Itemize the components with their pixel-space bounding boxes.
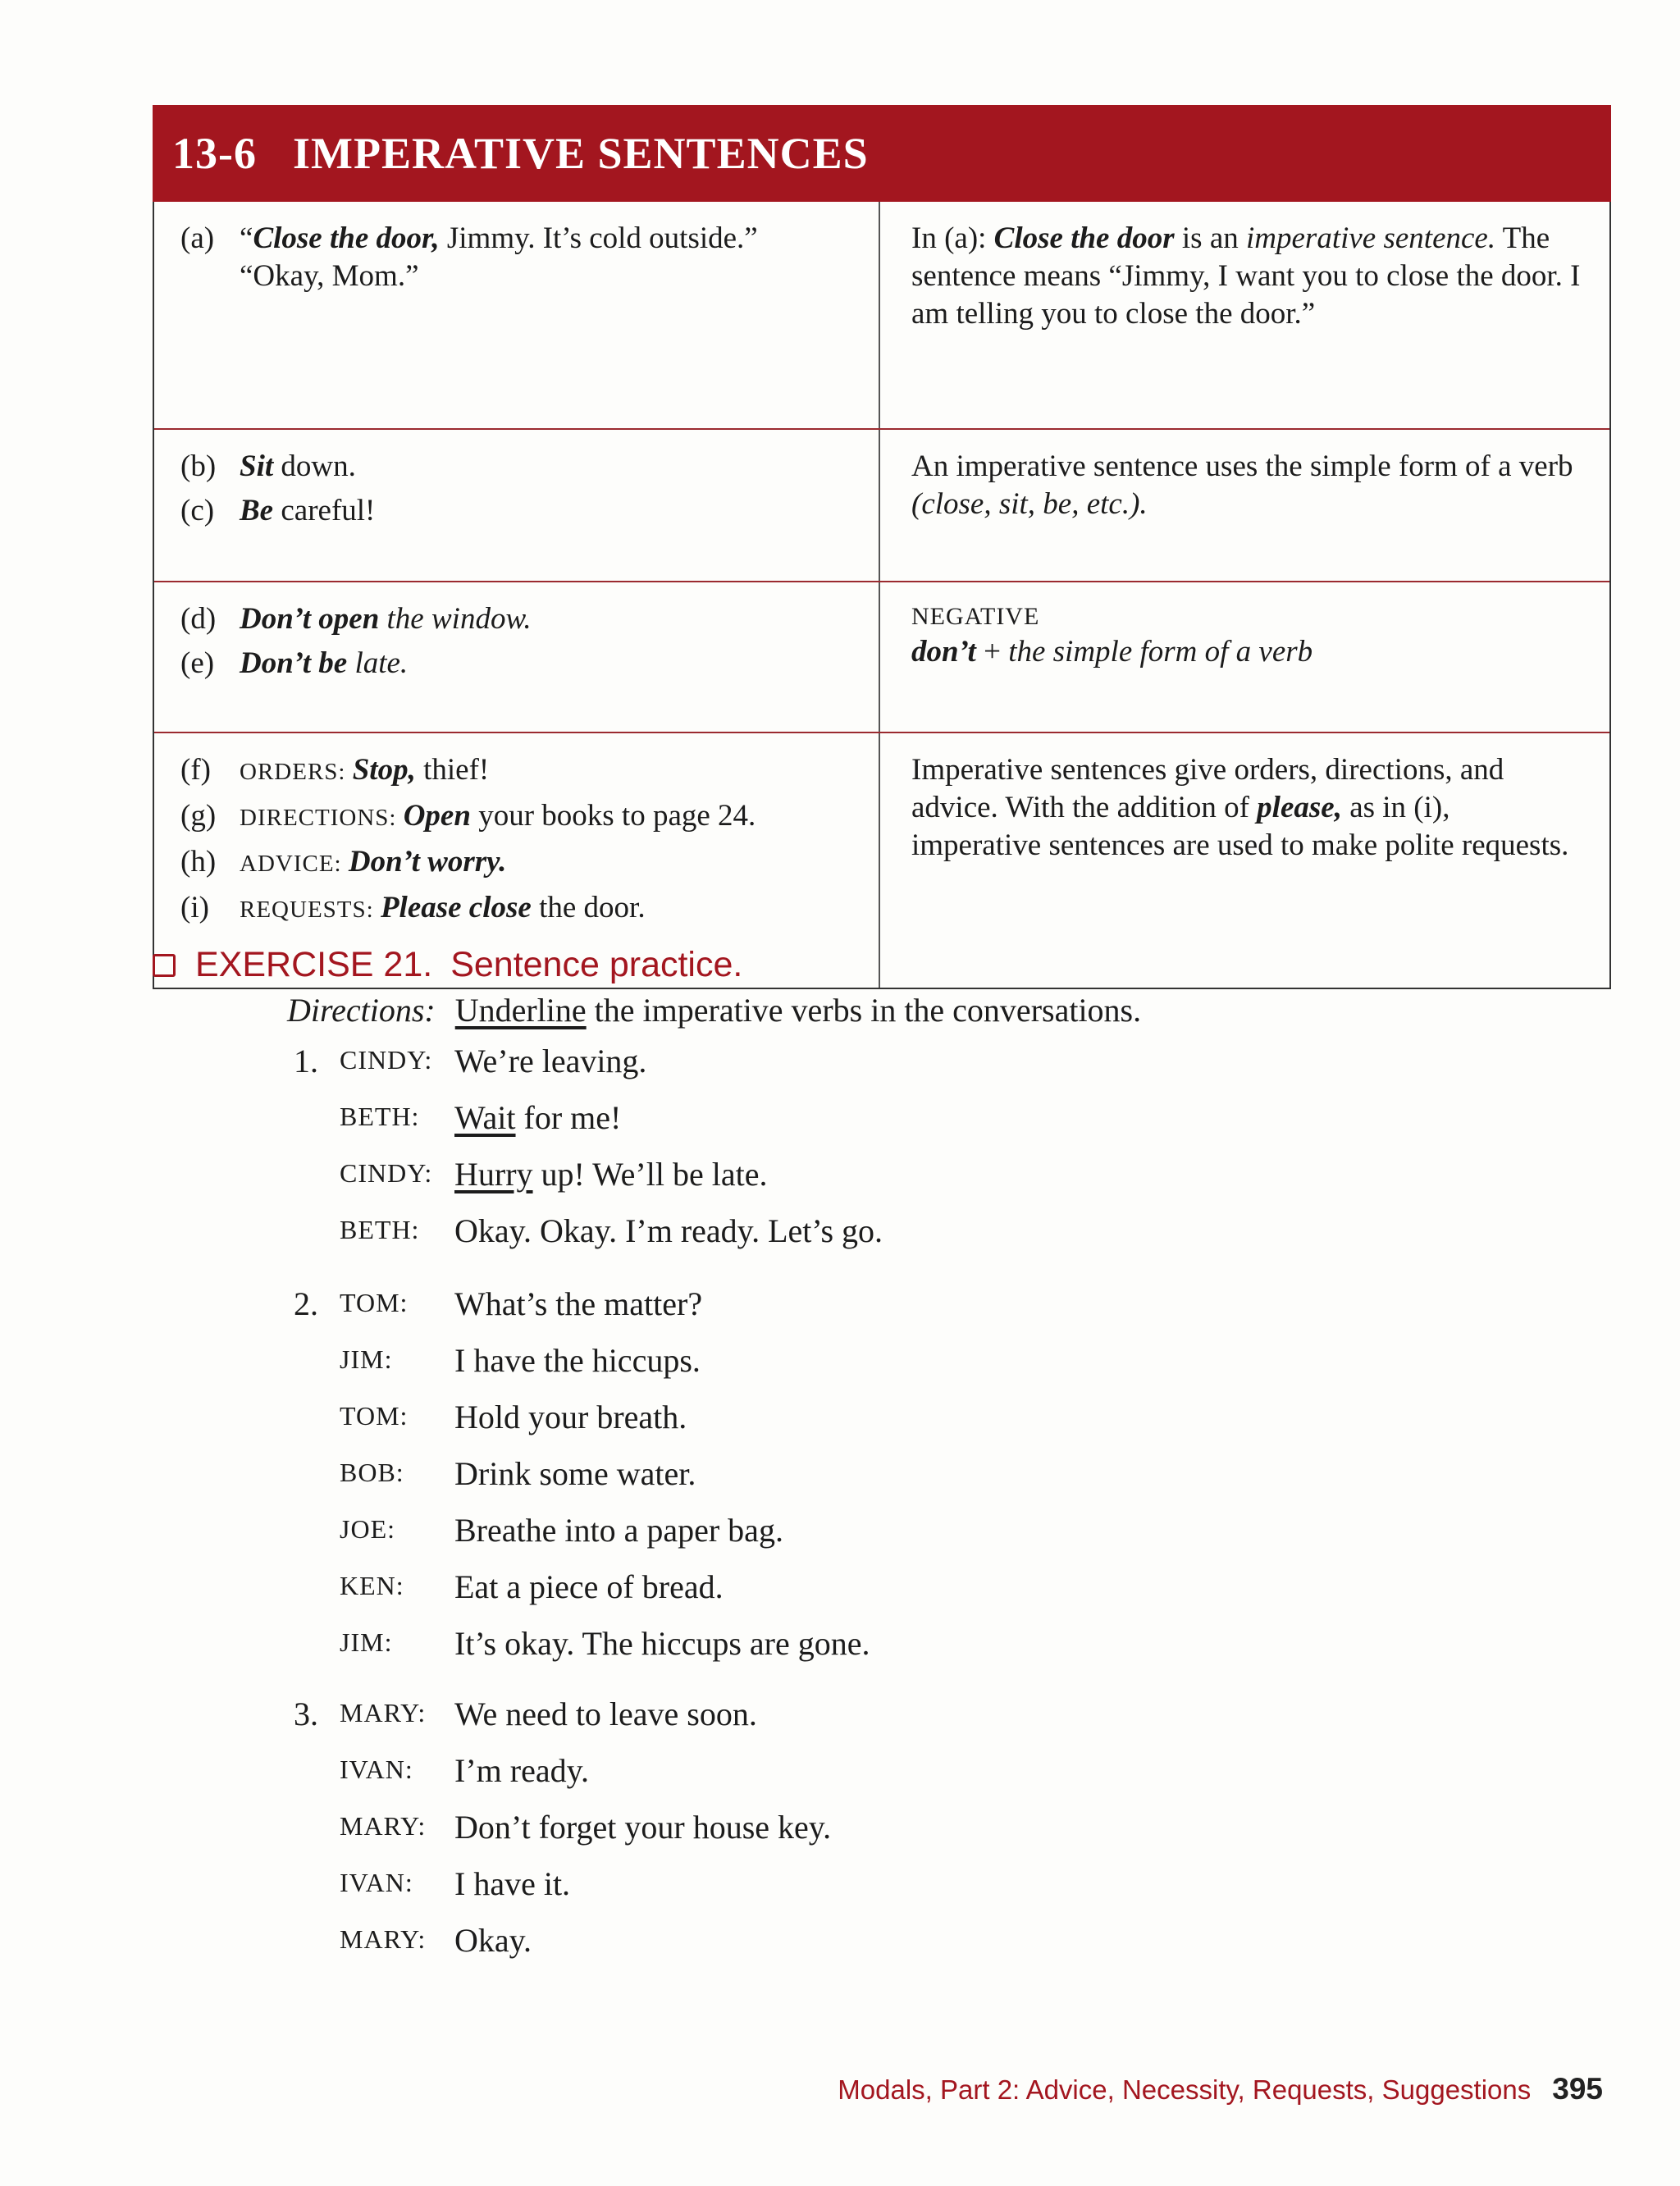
- example-text: [240, 889, 879, 929]
- dialogue-text-part: We need to leave soon.: [454, 1695, 757, 1732]
- dialogue-text-part: Hold your breath.: [454, 1399, 687, 1435]
- example-text: [240, 448, 879, 486]
- speaker-name: IVAN:: [340, 1755, 413, 1784]
- example-text-part: Don’t worry.: [348, 845, 507, 879]
- explanation-text-part: don’t: [911, 635, 976, 669]
- example-text-part: Be: [240, 494, 274, 527]
- example-letter: (a): [180, 221, 215, 255]
- explanation-text-part: Imperative sentences give orders, directions, and advice. With the addition of: [911, 753, 1504, 824]
- directions-underlined: Underline: [454, 992, 587, 1029]
- dialogue-text: [454, 1808, 831, 1846]
- underlined-verb: Wait: [454, 1099, 516, 1136]
- example-text: [240, 843, 879, 883]
- dialogue-text: [454, 1155, 767, 1193]
- dialogue-text: [454, 1398, 687, 1436]
- dialogue-text: [454, 1864, 570, 1903]
- example-text-part: DIRECTIONS:: [240, 805, 404, 831]
- dialogue-text-part: Breathe into a paper bag.: [454, 1512, 783, 1549]
- example-line: [180, 797, 879, 837]
- dialogue-text: [454, 1921, 532, 1960]
- exercise-directions: [287, 991, 1141, 1029]
- dialogue-text-part: I have the hiccups.: [454, 1342, 701, 1379]
- explanation-text: [911, 751, 1585, 865]
- exercise-label: EXERCISE 21.: [195, 945, 433, 984]
- example-text-part: Stop,: [352, 753, 416, 787]
- example-text-part: Open: [403, 799, 471, 833]
- example-text-part: Sit: [240, 450, 274, 483]
- explanation-text-part: the simple form of a verb: [1008, 635, 1313, 669]
- chart-header: [153, 105, 1611, 202]
- chart-rows: [154, 202, 1609, 988]
- example-line: [180, 448, 879, 486]
- speaker-name: JIM:: [340, 1344, 393, 1374]
- explanation-cell: [880, 202, 1609, 428]
- dialogue-text: [454, 1341, 701, 1380]
- explanation-text-part: An imperative sentence uses the simple form of a verb: [911, 450, 1573, 483]
- speaker-name: KEN:: [340, 1571, 404, 1600]
- dialogue-text: [454, 1624, 870, 1663]
- exercise-title: [153, 945, 742, 985]
- example-text-part: late.: [347, 646, 409, 680]
- example-text-part: REQUESTS:: [240, 897, 381, 923]
- chart-row: [154, 428, 1609, 581]
- example-text-part: Jimmy. It’s cold outside.”: [439, 221, 758, 255]
- directions-text: the imperative verbs in the conversations.: [586, 992, 1142, 1029]
- explanation-text-part: +: [975, 635, 1009, 669]
- dialogue-text-part: Okay.: [454, 1922, 532, 1959]
- example-text-part: the door.: [531, 891, 646, 924]
- example-line: [180, 600, 879, 638]
- example-letter: (e): [180, 646, 215, 680]
- example-text: [240, 797, 879, 837]
- dialogue-text-part: Don’t forget your house key.: [454, 1809, 832, 1846]
- conversation-number: 2.: [294, 1285, 318, 1322]
- explanation-text: [911, 220, 1585, 333]
- dialogue-text-part: We’re leaving.: [454, 1043, 647, 1079]
- speaker-name: CINDY:: [340, 1045, 433, 1075]
- underlined-verb: Hurry: [454, 1156, 533, 1193]
- explanation-cell: [880, 582, 1609, 732]
- example-letter: (g): [180, 799, 217, 833]
- example-text-part: careful!: [273, 494, 376, 527]
- example-letter: (f): [180, 753, 211, 787]
- example-letter: (d): [180, 602, 217, 636]
- chart-row: [154, 202, 1609, 428]
- dialogue-text-part: Eat a piece of bread.: [454, 1568, 724, 1605]
- example-text: [240, 600, 879, 638]
- dialogue-text-part: up! We’ll be late.: [532, 1156, 768, 1193]
- example-text: [240, 492, 879, 530]
- speaker-name: CINDY:: [340, 1158, 433, 1188]
- example-text-part: down.: [273, 450, 356, 483]
- explanation-text-part: please,: [1257, 791, 1342, 824]
- example-letter: (b): [180, 450, 217, 483]
- grammar-chart: [153, 105, 1611, 989]
- example-text-part: Don’t be: [240, 646, 348, 680]
- example-line: [180, 258, 879, 295]
- page-number: 395: [1552, 2072, 1603, 2106]
- explanation-cell: [880, 430, 1609, 581]
- speaker-name: BETH:: [340, 1102, 420, 1131]
- explanation-text-part: as in (i), imperative sentences are used to make polite requests.: [911, 791, 1569, 862]
- speaker-name: BOB:: [340, 1458, 404, 1487]
- explanation-text: [911, 448, 1585, 523]
- explanation-text-part: Close the door: [993, 221, 1175, 255]
- dialogue-text: [454, 1751, 589, 1790]
- speaker-name: MARY:: [340, 1924, 427, 1954]
- running-title: Modals, Part 2: Advice, Necessity, Requests, Suggestions: [838, 2074, 1532, 2105]
- dialogue-text: [454, 1454, 696, 1493]
- speaker-name: JIM:: [340, 1627, 393, 1657]
- example-letter: (h): [180, 845, 217, 879]
- example-text-part: “: [240, 221, 253, 255]
- explanation-text-part: (close, sit, be, etc.).: [911, 487, 1148, 521]
- example-text-part: Please close: [380, 891, 532, 924]
- example-text-part: thief!: [415, 753, 490, 787]
- dialogue-text-part: I have it.: [454, 1865, 571, 1902]
- example-line: [180, 220, 879, 258]
- exercise-subtitle: Sentence practice.: [450, 945, 743, 984]
- example-letter: (i): [180, 891, 209, 924]
- example-text: [240, 645, 879, 682]
- checkbox-icon[interactable]: [153, 954, 176, 977]
- dialogue-text-part: Drink some water.: [454, 1455, 696, 1492]
- dialogue-text-part: for me!: [515, 1099, 622, 1136]
- dialogue-text: [454, 1695, 757, 1733]
- explanation-label: NEGATIVE: [911, 603, 1040, 630]
- speaker-name: JOE:: [340, 1514, 395, 1544]
- example-text: [240, 751, 879, 791]
- example-text-part: Close the door,: [253, 221, 440, 255]
- example-text-part: Don’t open: [240, 602, 380, 636]
- conversation-number: 1.: [294, 1043, 318, 1079]
- example-line: [180, 751, 879, 791]
- example-text-part: the window.: [379, 602, 532, 636]
- example-letter: [180, 258, 240, 295]
- explanation-text-part: The sentence means “Jimmy, I want you to close the door. I am telling you to close the door.”: [911, 221, 1581, 331]
- dialogue-text: [454, 1098, 621, 1137]
- directions-label: Directions:: [287, 992, 436, 1029]
- dialogue-text-part: Okay. Okay. I’m ready. Let’s go.: [454, 1212, 883, 1249]
- dialogue-text: [454, 1212, 883, 1250]
- explanation-cell: [880, 733, 1609, 988]
- speaker-name: TOM:: [340, 1288, 409, 1317]
- dialogue-text-part: What’s the matter?: [454, 1285, 703, 1322]
- example-letter: (c): [180, 494, 215, 527]
- dialogue-text: [454, 1285, 702, 1323]
- example-line: [180, 843, 879, 883]
- speaker-name: TOM:: [340, 1401, 409, 1431]
- example-line: [180, 889, 879, 929]
- speaker-name: IVAN:: [340, 1868, 413, 1897]
- speaker-name: BETH:: [340, 1215, 420, 1244]
- explanation-text-part: imperative sentence.: [1246, 221, 1496, 255]
- dialogue-text: [454, 1568, 724, 1606]
- dialogue-text: [454, 1511, 783, 1549]
- page-footer: [838, 2072, 1603, 2106]
- speaker-name: MARY:: [340, 1811, 427, 1841]
- dialogue-text-part: It’s okay. The hiccups are gone.: [454, 1625, 870, 1662]
- dialogue-text: [454, 1042, 646, 1080]
- example-text: [240, 220, 879, 258]
- conversation-number: 3.: [294, 1695, 318, 1732]
- explanation-text-part: is an: [1174, 221, 1246, 255]
- example-text-part: ADVICE:: [240, 851, 349, 877]
- example-text: [240, 258, 879, 295]
- example-text-part: “Okay, Mom.”: [240, 259, 419, 293]
- example-cell: [154, 582, 880, 732]
- chart-row: [154, 581, 1609, 732]
- chart-title: IMPERATIVE SENTENCES: [292, 129, 869, 178]
- example-line: [180, 492, 879, 530]
- explanation-text: [911, 633, 1585, 671]
- example-text-part: ORDERS:: [240, 759, 353, 785]
- example-text-part: your books to page 24.: [470, 799, 756, 833]
- speaker-name: MARY:: [340, 1698, 427, 1727]
- example-line: [180, 645, 879, 682]
- explanation-text-part: In (a):: [911, 221, 994, 255]
- chart-number: 13-6: [172, 129, 257, 178]
- dialogue-text-part: I’m ready.: [454, 1752, 589, 1789]
- example-cell: [154, 202, 880, 428]
- example-cell: [154, 430, 880, 581]
